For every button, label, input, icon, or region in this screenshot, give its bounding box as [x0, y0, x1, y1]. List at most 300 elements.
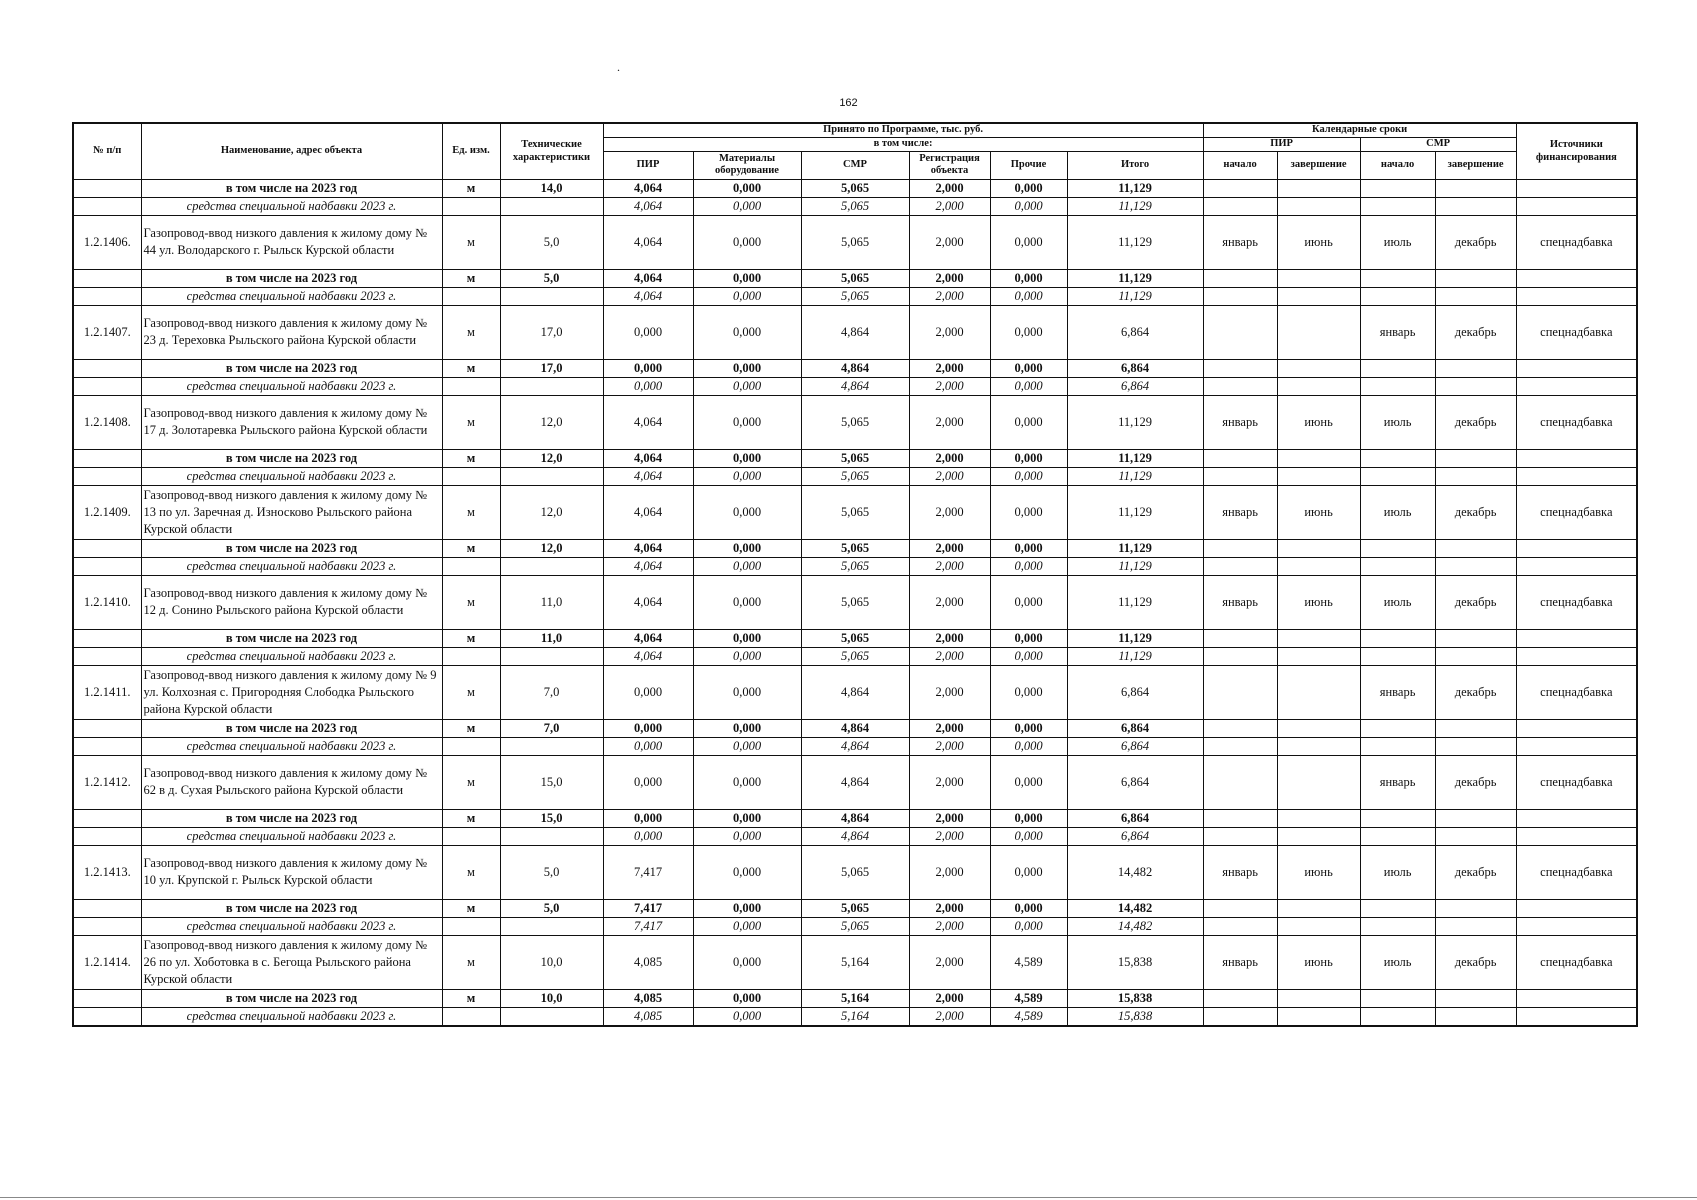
smr-start-cell	[1360, 539, 1435, 557]
object-row	[73, 215, 1637, 269]
total-cell: 6,864	[1067, 827, 1203, 845]
pir-cell: 4,064	[603, 215, 693, 269]
header-materials: Материалы оборудование	[693, 151, 801, 179]
total-cell: 11,129	[1067, 575, 1203, 629]
smr-end-cell	[1435, 557, 1516, 575]
total-cell: 11,129	[1067, 179, 1203, 197]
object-row	[73, 575, 1637, 629]
smr-start-cell: июль	[1360, 485, 1435, 539]
special-fund-label: средства специальной надбавки 2023 г.	[141, 827, 442, 845]
total-cell: 6,864	[1067, 737, 1203, 755]
materials-cell: 0,000	[693, 215, 801, 269]
total-cell: 6,864	[1067, 665, 1203, 719]
empty-num-cell	[73, 539, 141, 557]
other-cell: 0,000	[990, 179, 1067, 197]
tech-cell: 12,0	[500, 485, 603, 539]
empty-num-cell	[73, 377, 141, 395]
smr-cell: 5,065	[801, 287, 909, 305]
pir-end-cell	[1277, 467, 1360, 485]
smr-cell: 5,065	[801, 557, 909, 575]
materials-cell: 0,000	[693, 719, 801, 737]
special-fund-label: средства специальной надбавки 2023 г.	[141, 197, 442, 215]
other-cell: 4,589	[990, 935, 1067, 989]
funding-source-cell: спецнадбавка	[1516, 485, 1637, 539]
pir-cell: 4,064	[603, 629, 693, 647]
materials-cell: 0,000	[693, 917, 801, 935]
special-fund-label: средства специальной надбавки 2023 г.	[141, 287, 442, 305]
item-number: 1.2.1411.	[73, 665, 141, 719]
tech-cell: 15,0	[500, 809, 603, 827]
header-calendar: Календарные сроки	[1203, 123, 1516, 137]
tech-cell: 5,0	[500, 215, 603, 269]
smr-cell: 5,065	[801, 395, 909, 449]
total-cell: 11,129	[1067, 449, 1203, 467]
pir-start-cell	[1203, 737, 1277, 755]
tech-cell: 12,0	[500, 539, 603, 557]
year-subtotal-label: в том числе на 2023 год	[141, 539, 442, 557]
other-cell: 0,000	[990, 557, 1067, 575]
tech-cell	[500, 197, 603, 215]
funding-source-cell: спецнадбавка	[1516, 395, 1637, 449]
pir-start-cell: январь	[1203, 395, 1277, 449]
year-subtotal-label: в том числе на 2023 год	[141, 719, 442, 737]
smr-start-cell: июль	[1360, 935, 1435, 989]
smr-start-cell: январь	[1360, 305, 1435, 359]
pir-start-cell	[1203, 449, 1277, 467]
smr-end-cell	[1435, 737, 1516, 755]
tech-cell: 10,0	[500, 935, 603, 989]
object-row	[73, 305, 1637, 359]
smr-start-cell	[1360, 737, 1435, 755]
pir-cell: 7,417	[603, 845, 693, 899]
pir-start-cell	[1203, 917, 1277, 935]
item-number: 1.2.1409.	[73, 485, 141, 539]
year-subtotal-row	[73, 449, 1637, 467]
registration-cell: 2,000	[909, 449, 990, 467]
unit-cell	[442, 287, 500, 305]
object-name: Газопровод-ввод низкого давления к жилому дому № 44 ул. Володарского г. Рыльск Курской области	[141, 215, 442, 269]
smr-start-cell	[1360, 719, 1435, 737]
smr-cell: 4,864	[801, 359, 909, 377]
special-fund-row	[73, 1007, 1637, 1026]
funding-source-cell	[1516, 1007, 1637, 1026]
year-subtotal-row	[73, 809, 1637, 827]
header-smr: СМР	[801, 151, 909, 179]
pir-cell: 4,064	[603, 575, 693, 629]
pir-end-cell: июнь	[1277, 395, 1360, 449]
pir-start-cell: январь	[1203, 575, 1277, 629]
other-cell: 0,000	[990, 377, 1067, 395]
tech-cell: 11,0	[500, 575, 603, 629]
tech-cell	[500, 557, 603, 575]
pir-start-cell: январь	[1203, 485, 1277, 539]
pir-cell: 0,000	[603, 755, 693, 809]
pir-end-cell	[1277, 449, 1360, 467]
header-sources: Источники финансирования	[1516, 123, 1637, 179]
special-fund-row	[73, 647, 1637, 665]
unit-cell: м	[442, 809, 500, 827]
smr-start-cell	[1360, 179, 1435, 197]
registration-cell: 2,000	[909, 485, 990, 539]
pir-start-cell	[1203, 629, 1277, 647]
item-number: 1.2.1408.	[73, 395, 141, 449]
materials-cell: 0,000	[693, 935, 801, 989]
smr-cell: 5,065	[801, 647, 909, 665]
smr-start-cell	[1360, 287, 1435, 305]
smr-cell: 5,164	[801, 989, 909, 1007]
smr-cell: 5,065	[801, 449, 909, 467]
smr-start-cell	[1360, 647, 1435, 665]
pir-cell: 4,064	[603, 287, 693, 305]
other-cell: 0,000	[990, 809, 1067, 827]
smr-start-cell	[1360, 827, 1435, 845]
header-smr-end: завершение	[1435, 151, 1516, 179]
smr-end-cell: декабрь	[1435, 305, 1516, 359]
header-cal-pir: ПИР	[1203, 137, 1360, 151]
pir-end-cell	[1277, 737, 1360, 755]
pir-start-cell	[1203, 377, 1277, 395]
pir-start-cell	[1203, 989, 1277, 1007]
smr-end-cell: декабрь	[1435, 845, 1516, 899]
tech-cell: 17,0	[500, 305, 603, 359]
pir-start-cell: январь	[1203, 845, 1277, 899]
other-cell: 0,000	[990, 269, 1067, 287]
header-pir-end: завершение	[1277, 151, 1360, 179]
year-subtotal-label: в том числе на 2023 год	[141, 359, 442, 377]
smr-cell: 5,065	[801, 467, 909, 485]
header-including: в том числе:	[603, 137, 1203, 151]
total-cell: 11,129	[1067, 629, 1203, 647]
funding-source-cell: спецнадбавка	[1516, 575, 1637, 629]
smr-cell: 5,065	[801, 539, 909, 557]
other-cell: 0,000	[990, 359, 1067, 377]
pir-end-cell	[1277, 305, 1360, 359]
tech-cell: 5,0	[500, 899, 603, 917]
year-subtotal-row	[73, 359, 1637, 377]
materials-cell: 0,000	[693, 485, 801, 539]
pir-cell: 4,085	[603, 989, 693, 1007]
object-name: Газопровод-ввод низкого давления к жилому дому № 26 по ул. Хоботовка в с. Бегоща Рыльского района Курской области	[141, 935, 442, 989]
other-cell: 0,000	[990, 899, 1067, 917]
pir-start-cell	[1203, 197, 1277, 215]
smr-cell: 4,864	[801, 809, 909, 827]
header-other: Прочие	[990, 151, 1067, 179]
item-number: 1.2.1412.	[73, 755, 141, 809]
materials-cell: 0,000	[693, 179, 801, 197]
pir-cell: 0,000	[603, 737, 693, 755]
stray-mark: .	[617, 60, 620, 74]
special-fund-label: средства специальной надбавки 2023 г.	[141, 647, 442, 665]
smr-start-cell	[1360, 557, 1435, 575]
other-cell: 4,589	[990, 1007, 1067, 1026]
smr-end-cell	[1435, 899, 1516, 917]
total-cell: 15,838	[1067, 1007, 1203, 1026]
unit-cell	[442, 827, 500, 845]
pir-start-cell	[1203, 539, 1277, 557]
year-subtotal-row	[73, 989, 1637, 1007]
pir-start-cell	[1203, 269, 1277, 287]
pir-end-cell: июнь	[1277, 485, 1360, 539]
funding-source-cell	[1516, 269, 1637, 287]
registration-cell: 2,000	[909, 1007, 990, 1026]
materials-cell: 0,000	[693, 737, 801, 755]
pir-start-cell: январь	[1203, 215, 1277, 269]
total-cell: 6,864	[1067, 359, 1203, 377]
funding-source-cell	[1516, 899, 1637, 917]
year-subtotal-label: в том числе на 2023 год	[141, 629, 442, 647]
pir-end-cell	[1277, 197, 1360, 215]
funding-source-cell: спецнадбавка	[1516, 935, 1637, 989]
pir-start-cell	[1203, 899, 1277, 917]
pir-end-cell	[1277, 665, 1360, 719]
pir-cell: 7,417	[603, 899, 693, 917]
pir-cell: 4,085	[603, 1007, 693, 1026]
special-fund-row	[73, 737, 1637, 755]
tech-cell	[500, 737, 603, 755]
tech-cell: 7,0	[500, 665, 603, 719]
total-cell: 6,864	[1067, 305, 1203, 359]
empty-num-cell	[73, 269, 141, 287]
empty-num-cell	[73, 827, 141, 845]
other-cell: 0,000	[990, 485, 1067, 539]
smr-end-cell	[1435, 287, 1516, 305]
header-tech: Технические характеристики	[500, 123, 603, 179]
registration-cell: 2,000	[909, 917, 990, 935]
other-cell: 0,000	[990, 737, 1067, 755]
smr-cell: 5,164	[801, 935, 909, 989]
pir-end-cell	[1277, 647, 1360, 665]
smr-end-cell	[1435, 917, 1516, 935]
funding-source-cell	[1516, 377, 1637, 395]
materials-cell: 0,000	[693, 755, 801, 809]
special-fund-label: средства специальной надбавки 2023 г.	[141, 917, 442, 935]
smr-end-cell	[1435, 269, 1516, 287]
object-row	[73, 665, 1637, 719]
other-cell: 0,000	[990, 845, 1067, 899]
funding-source-cell: спецнадбавка	[1516, 305, 1637, 359]
smr-cell: 5,065	[801, 269, 909, 287]
empty-num-cell	[73, 809, 141, 827]
registration-cell: 2,000	[909, 197, 990, 215]
tech-cell: 15,0	[500, 755, 603, 809]
total-cell: 11,129	[1067, 485, 1203, 539]
smr-start-cell	[1360, 899, 1435, 917]
empty-num-cell	[73, 989, 141, 1007]
smr-cell: 4,864	[801, 827, 909, 845]
pir-start-cell	[1203, 665, 1277, 719]
pir-cell: 4,064	[603, 449, 693, 467]
special-fund-row	[73, 197, 1637, 215]
special-fund-label: средства специальной надбавки 2023 г.	[141, 737, 442, 755]
unit-cell: м	[442, 215, 500, 269]
smr-end-cell: декабрь	[1435, 395, 1516, 449]
pir-start-cell	[1203, 179, 1277, 197]
smr-end-cell: декабрь	[1435, 665, 1516, 719]
smr-end-cell	[1435, 467, 1516, 485]
other-cell: 4,589	[990, 989, 1067, 1007]
pir-end-cell	[1277, 809, 1360, 827]
registration-cell: 2,000	[909, 899, 990, 917]
pir-cell: 4,064	[603, 557, 693, 575]
header-num: № п/п	[73, 123, 141, 179]
pir-cell: 0,000	[603, 719, 693, 737]
funding-source-cell	[1516, 197, 1637, 215]
smr-end-cell	[1435, 647, 1516, 665]
smr-cell: 5,065	[801, 917, 909, 935]
registration-cell: 2,000	[909, 665, 990, 719]
year-subtotal-row	[73, 719, 1637, 737]
unit-cell	[442, 197, 500, 215]
header-total: Итого	[1067, 151, 1203, 179]
registration-cell: 2,000	[909, 557, 990, 575]
header-unit: Ед. изм.	[442, 123, 500, 179]
total-cell: 11,129	[1067, 539, 1203, 557]
unit-cell: м	[442, 539, 500, 557]
funding-source-cell	[1516, 647, 1637, 665]
other-cell: 0,000	[990, 629, 1067, 647]
unit-cell: м	[442, 449, 500, 467]
smr-end-cell	[1435, 719, 1516, 737]
funding-source-cell	[1516, 359, 1637, 377]
item-number: 1.2.1413.	[73, 845, 141, 899]
materials-cell: 0,000	[693, 467, 801, 485]
pir-cell: 0,000	[603, 377, 693, 395]
object-row	[73, 485, 1637, 539]
smr-start-cell	[1360, 989, 1435, 1007]
empty-num-cell	[73, 287, 141, 305]
materials-cell: 0,000	[693, 539, 801, 557]
other-cell: 0,000	[990, 197, 1067, 215]
empty-num-cell	[73, 719, 141, 737]
smr-end-cell	[1435, 1007, 1516, 1026]
unit-cell: м	[442, 755, 500, 809]
smr-start-cell	[1360, 269, 1435, 287]
materials-cell: 0,000	[693, 827, 801, 845]
pir-end-cell: июнь	[1277, 845, 1360, 899]
year-subtotal-row	[73, 629, 1637, 647]
year-subtotal-label: в том числе на 2023 год	[141, 989, 442, 1007]
smr-cell: 4,864	[801, 305, 909, 359]
registration-cell: 2,000	[909, 305, 990, 359]
registration-cell: 2,000	[909, 809, 990, 827]
registration-cell: 2,000	[909, 539, 990, 557]
funding-source-cell: спецнадбавка	[1516, 665, 1637, 719]
special-fund-label: средства специальной надбавки 2023 г.	[141, 467, 442, 485]
materials-cell: 0,000	[693, 629, 801, 647]
tech-cell: 5,0	[500, 845, 603, 899]
pir-end-cell	[1277, 377, 1360, 395]
year-subtotal-row	[73, 539, 1637, 557]
empty-num-cell	[73, 179, 141, 197]
registration-cell: 2,000	[909, 575, 990, 629]
object-name: Газопровод-ввод низкого давления к жилому дому № 10 ул. Крупской г. Рыльск Курской области	[141, 845, 442, 899]
unit-cell: м	[442, 719, 500, 737]
smr-cell: 5,065	[801, 575, 909, 629]
total-cell: 11,129	[1067, 467, 1203, 485]
pir-end-cell	[1277, 539, 1360, 557]
pir-start-cell	[1203, 1007, 1277, 1026]
special-fund-label: средства специальной надбавки 2023 г.	[141, 557, 442, 575]
unit-cell: м	[442, 359, 500, 377]
header-accepted: Принято по Программе, тыс. руб.	[603, 123, 1203, 137]
smr-start-cell	[1360, 197, 1435, 215]
funding-source-cell	[1516, 539, 1637, 557]
pir-end-cell	[1277, 917, 1360, 935]
total-cell: 11,129	[1067, 269, 1203, 287]
header-pir-start: начало	[1203, 151, 1277, 179]
smr-start-cell: июль	[1360, 845, 1435, 899]
other-cell: 0,000	[990, 647, 1067, 665]
table-header	[73, 123, 1637, 179]
materials-cell: 0,000	[693, 557, 801, 575]
year-subtotal-label: в том числе на 2023 год	[141, 809, 442, 827]
object-name: Газопровод-ввод низкого давления к жилому дому № 62 в д. Сухая Рыльского района Курской области	[141, 755, 442, 809]
registration-cell: 2,000	[909, 827, 990, 845]
unit-cell: м	[442, 485, 500, 539]
smr-cell: 5,065	[801, 629, 909, 647]
unit-cell: м	[442, 899, 500, 917]
other-cell: 0,000	[990, 755, 1067, 809]
unit-cell	[442, 377, 500, 395]
empty-num-cell	[73, 899, 141, 917]
other-cell: 0,000	[990, 539, 1067, 557]
pir-end-cell	[1277, 269, 1360, 287]
registration-cell: 2,000	[909, 737, 990, 755]
total-cell: 15,838	[1067, 989, 1203, 1007]
smr-end-cell	[1435, 827, 1516, 845]
funding-source-cell	[1516, 449, 1637, 467]
page-number: 162	[839, 97, 858, 109]
year-subtotal-row	[73, 899, 1637, 917]
total-cell: 11,129	[1067, 395, 1203, 449]
materials-cell: 0,000	[693, 899, 801, 917]
funding-source-cell	[1516, 629, 1637, 647]
total-cell: 6,864	[1067, 809, 1203, 827]
registration-cell: 2,000	[909, 989, 990, 1007]
materials-cell: 0,000	[693, 845, 801, 899]
pir-end-cell	[1277, 719, 1360, 737]
object-name: Газопровод-ввод низкого давления к жилому дому № 23 д. Тереховка Рыльского района Курской области	[141, 305, 442, 359]
tech-cell: 11,0	[500, 629, 603, 647]
year-subtotal-row	[73, 269, 1637, 287]
smr-start-cell: июль	[1360, 215, 1435, 269]
tech-cell: 7,0	[500, 719, 603, 737]
total-cell: 11,129	[1067, 197, 1203, 215]
pir-end-cell: июнь	[1277, 935, 1360, 989]
tech-cell	[500, 377, 603, 395]
object-row	[73, 755, 1637, 809]
smr-start-cell	[1360, 629, 1435, 647]
pir-start-cell	[1203, 359, 1277, 377]
pir-cell: 4,085	[603, 935, 693, 989]
header-registration: Регистрация объекта	[909, 151, 990, 179]
pir-cell: 4,064	[603, 485, 693, 539]
total-cell: 11,129	[1067, 557, 1203, 575]
tech-cell: 14,0	[500, 179, 603, 197]
materials-cell: 0,000	[693, 269, 801, 287]
registration-cell: 2,000	[909, 179, 990, 197]
pir-cell: 4,064	[603, 539, 693, 557]
pir-start-cell: январь	[1203, 935, 1277, 989]
unit-cell: м	[442, 989, 500, 1007]
pir-cell: 7,417	[603, 917, 693, 935]
year-subtotal-label: в том числе на 2023 год	[141, 269, 442, 287]
tech-cell	[500, 917, 603, 935]
pir-start-cell	[1203, 755, 1277, 809]
funding-source-cell	[1516, 827, 1637, 845]
registration-cell: 2,000	[909, 215, 990, 269]
funding-source-cell	[1516, 467, 1637, 485]
